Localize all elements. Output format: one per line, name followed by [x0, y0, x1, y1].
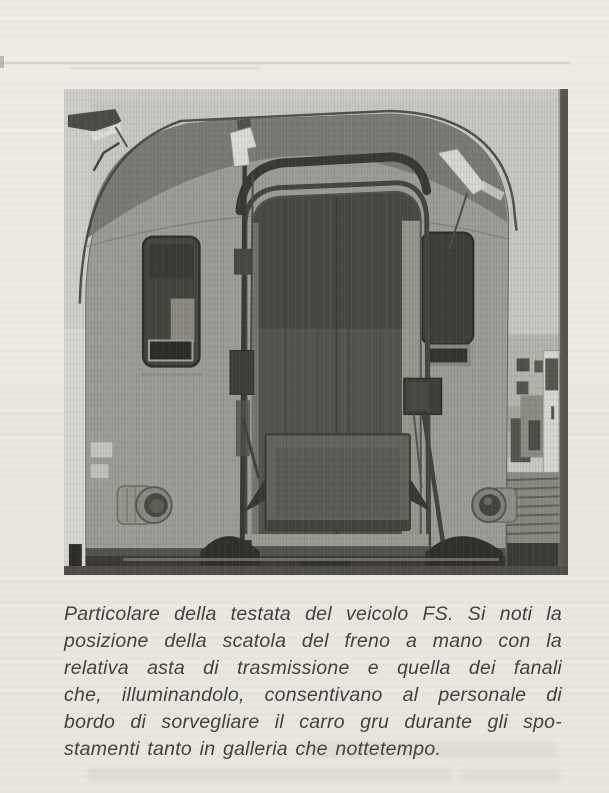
bleed-through-artifact: [88, 768, 450, 781]
scan-artifact-line: [4, 62, 570, 64]
bleed-through-artifact: [462, 770, 560, 782]
scan-artifact-marks: [70, 67, 260, 69]
doorway: [240, 157, 432, 550]
side-step-mark: [91, 464, 109, 478]
door-sill: [245, 534, 429, 547]
left-window: [141, 237, 202, 375]
photo-caption: [64, 601, 562, 763]
caption-line: bordo di sorvegliare il carro gru durante gli spo-: [64, 711, 562, 733]
caption-line: stamenti tanto in galleria che nottetempo.: [64, 738, 442, 760]
caption-line: Particolare della testata del veicolo FS. Si noti la: [64, 603, 562, 625]
right-lamp: [472, 488, 516, 522]
side-step-mark: [91, 442, 113, 457]
interior-chest: [244, 434, 432, 530]
brake-box-left: [230, 350, 254, 394]
left-lamp: [117, 486, 171, 524]
train-photo-illustration: [64, 89, 568, 575]
caption-line: relativa asta di trasmissione e quella dei fanali: [64, 657, 562, 679]
caption-line: posizione della scatola del freno a mano con la: [64, 630, 562, 652]
scan-edge-mark: [0, 56, 4, 68]
caption-line: che, illuminandolo, consentivano al personale di: [64, 684, 562, 706]
train-photo: [64, 89, 568, 575]
